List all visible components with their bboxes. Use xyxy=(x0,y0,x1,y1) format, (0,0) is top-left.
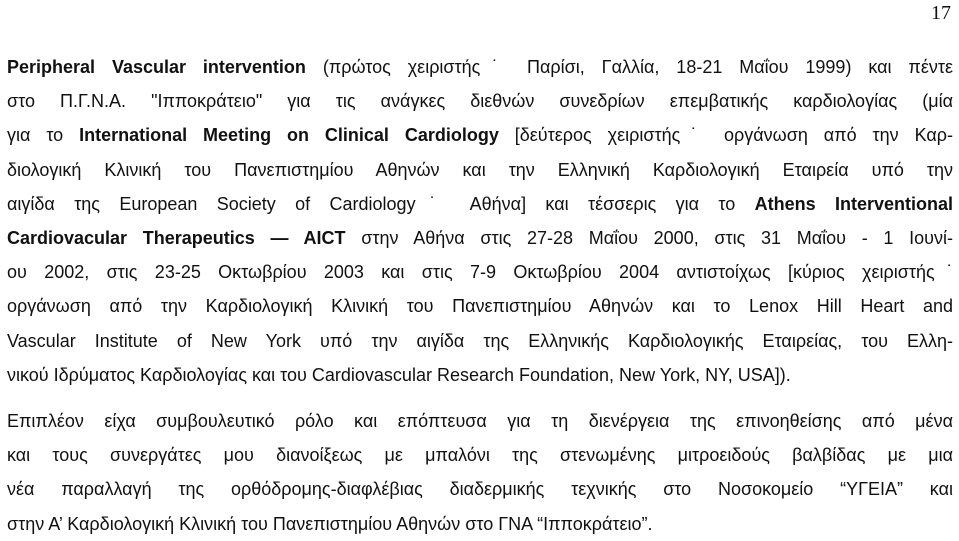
text-line xyxy=(7,289,953,323)
text-line xyxy=(7,153,953,187)
text-run: αιγίδα της European Society of Cardiology˙ Αθήνα] και τέσσερις για το xyxy=(7,193,755,214)
text-run: διολογική Κλινική του Πανεπιστημίου Αθηνών και την Ελληνική Καρδιολογική Εταιρεία υπό την xyxy=(7,159,953,180)
text-line xyxy=(7,84,953,118)
text-line xyxy=(7,438,953,472)
page-number: 17 xyxy=(931,2,951,24)
text-run: στην Αθήνα στις 27-28 Μαΐου 2000, στις 31 Μαΐου - 1 Ιουνί- xyxy=(345,228,953,249)
text-run: Επιπλέον είχα συμβουλευτικό ρόλο και επόπτευσα για τη διενέργεια της επινοηθείσης από μένα xyxy=(7,411,953,432)
text-line xyxy=(7,472,953,506)
bold-text-run: Cardiovacular Therapeutics — AICT xyxy=(7,228,346,249)
text-run: για το xyxy=(7,125,80,146)
text-run: στην Α’ Καρδιολογική Κλινική του Πανεπιστημίου Αθηνών στο ΓΝΑ “Ιπποκράτειο”. xyxy=(7,513,653,534)
text-run: ου 2002, στις 23-25 Οκτωβρίου 2003 και στις 7-9 Οκτωβρίου 2004 αντιστοίχως [κύριος χειριστής˙ xyxy=(7,262,953,283)
bold-text-run: Athens Interventional xyxy=(754,193,953,214)
text-line xyxy=(7,507,953,541)
text-line xyxy=(7,118,953,152)
text-line xyxy=(7,50,953,84)
text-line xyxy=(7,187,953,221)
bold-text-run: Peripheral Vascular intervention xyxy=(7,57,306,77)
text-run: νέα παραλλαγή της ορθόδρομης-διαφλέβιας διαδερμικής τεχνικής στο Νοσοκομείο “ΥΓΕΙΑ” και xyxy=(7,479,953,500)
text-run: [δεύτερος χειριστής˙ οργάνωση από την Καρ- xyxy=(498,125,953,146)
text-run: οργάνωση από την Καρδιολογική Κλινική του Πανεπιστημίου Αθηνών και το Lenox Hill Heart and xyxy=(7,296,953,317)
bold-text-run: International Meeting on Clinical Cardiology xyxy=(79,125,499,146)
document-body xyxy=(7,50,953,541)
paragraph-advisory-role xyxy=(7,404,953,541)
text-line xyxy=(7,404,953,438)
text-run: (πρώτος χειριστής˙ Παρίσι, Γαλλία, 18-21 Μαΐου 1999) και πέντε xyxy=(305,57,954,77)
text-line xyxy=(7,324,953,358)
text-run: και τους συνεργάτες μου διανοίξεως με μπαλόνι της στενωμένης μιτροειδούς βαλβίδας με μια xyxy=(7,445,953,466)
paragraph-interventions xyxy=(7,50,953,392)
text-line xyxy=(7,255,953,289)
text-run: νικού Ιδρύματος Καρδιολογίας και του Cardiovascular Research Foundation, New York, NY, USA]). xyxy=(7,364,791,385)
text-run: στο Π.Γ.Ν.Α. "Ιπποκράτειο" για τις ανάγκες διεθνών συνεδρίων επεμβατικής καρδιολογίας (μία xyxy=(7,91,953,112)
text-run: Vascular Institute of New York υπό την αιγίδα της Ελληνικής Καρδιολογικής Εταιρείας, του Ελλη- xyxy=(7,330,953,351)
text-line xyxy=(7,358,953,392)
text-line xyxy=(7,221,953,255)
